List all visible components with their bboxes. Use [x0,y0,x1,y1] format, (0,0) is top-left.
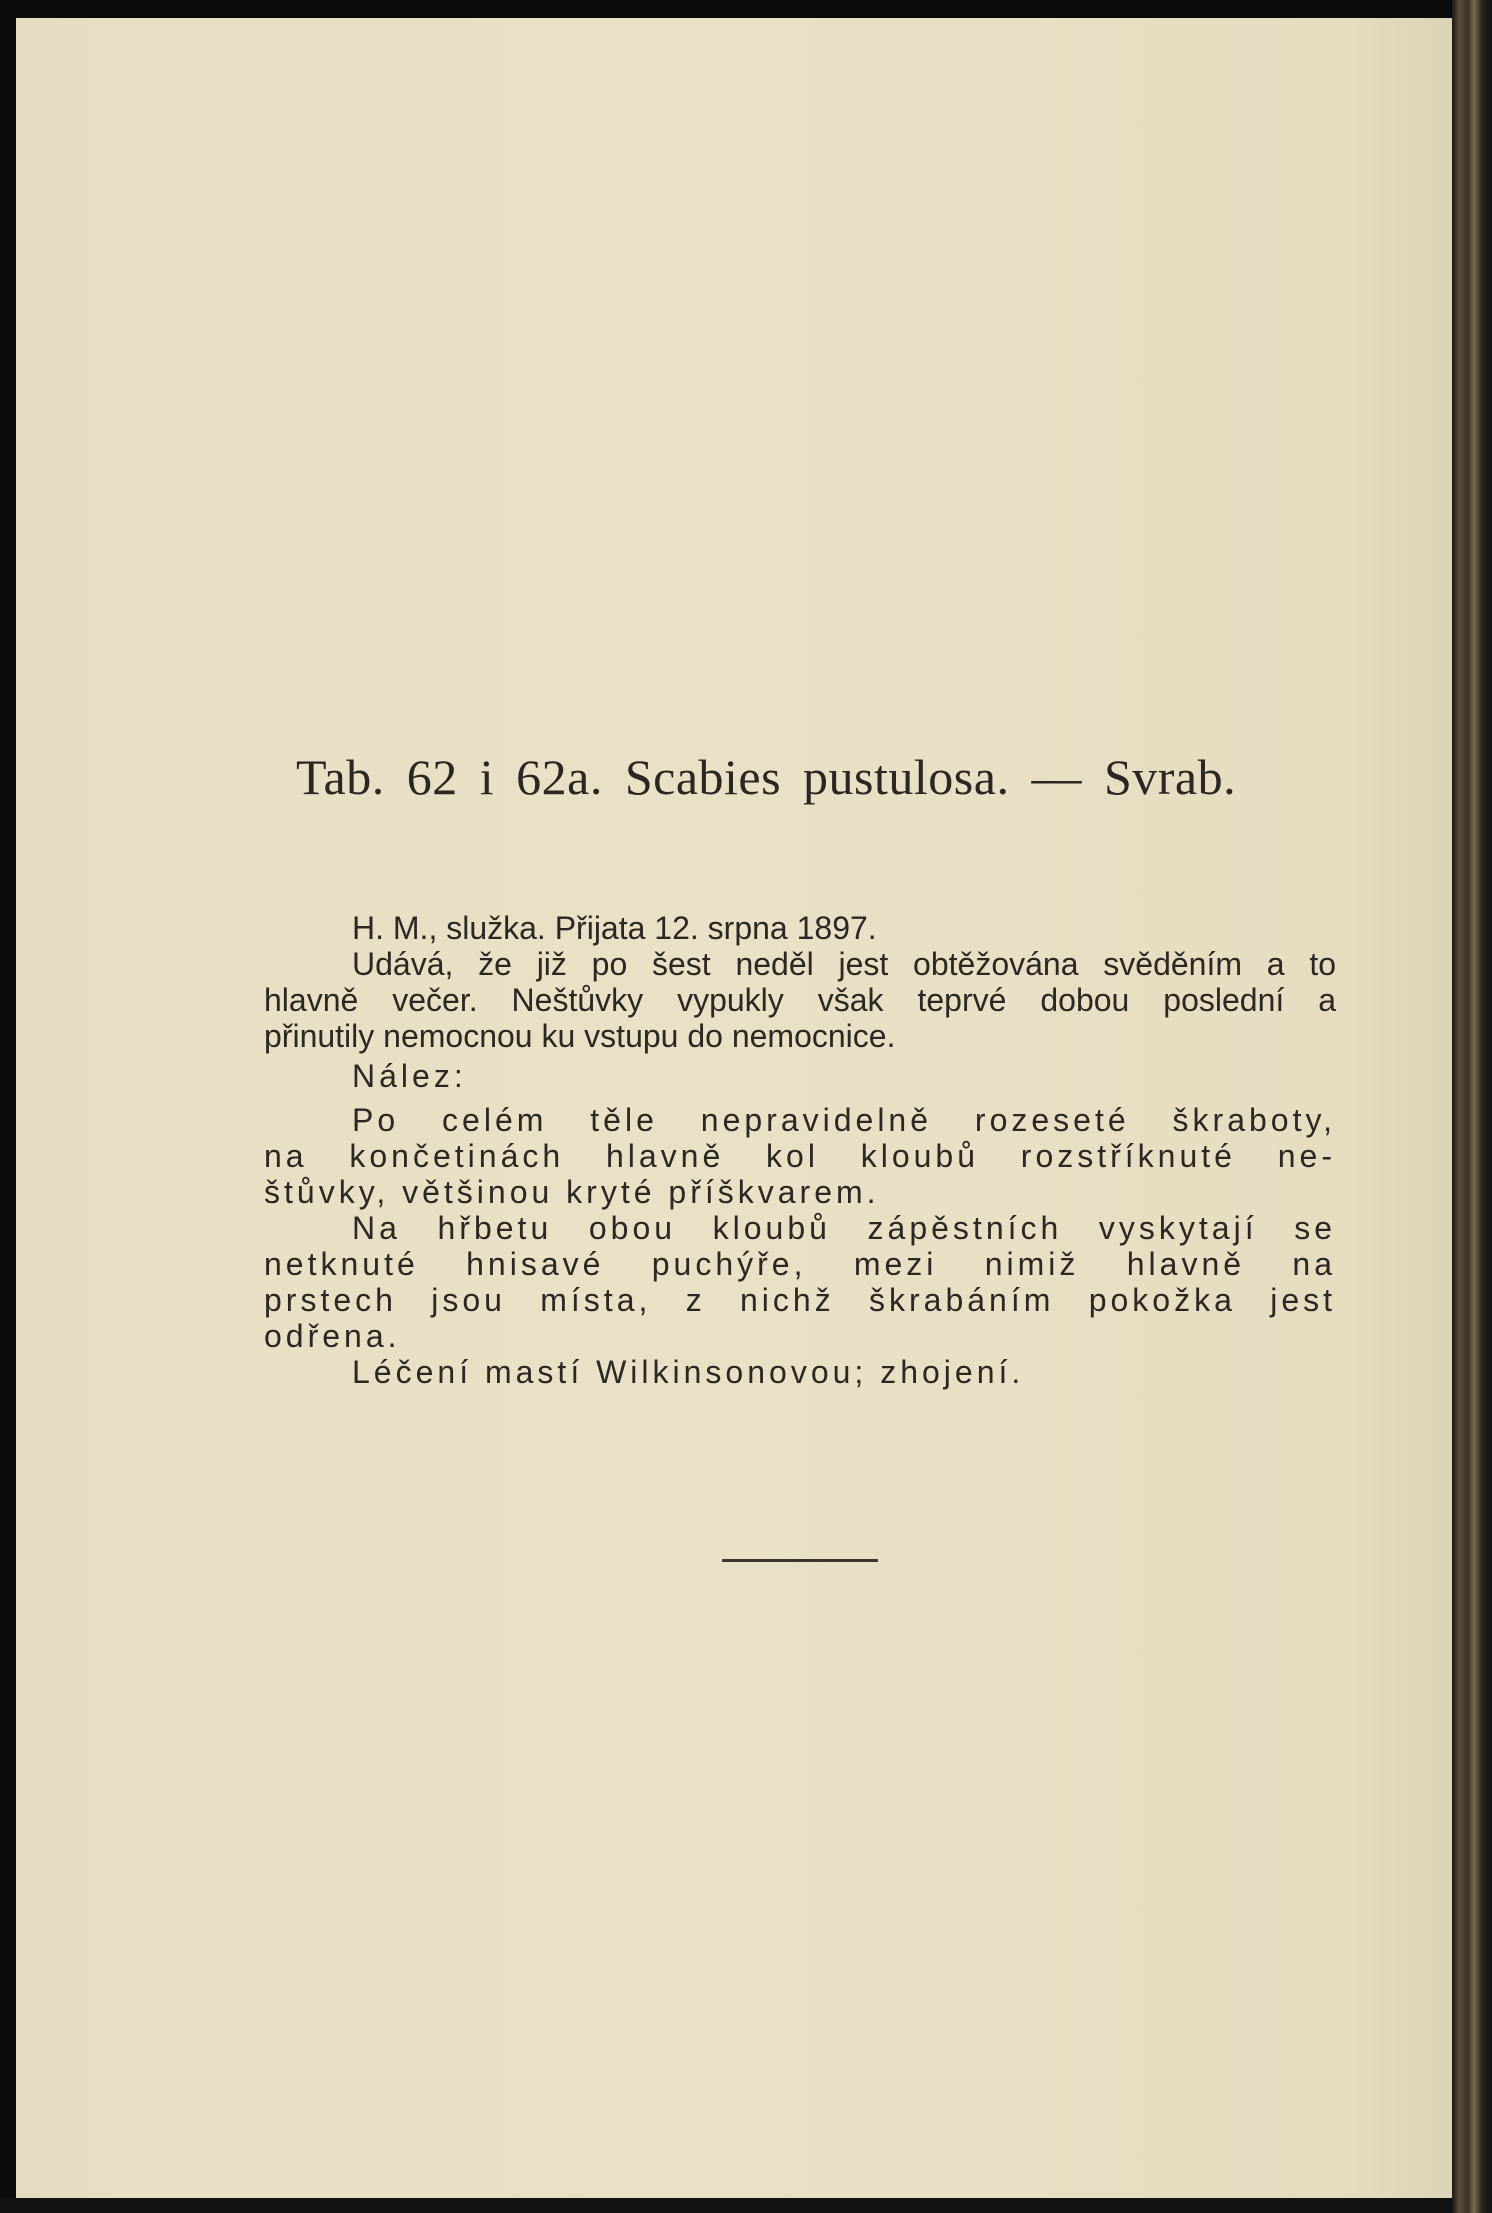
findings-line: netknuté hnisavé puchýře, mezi nimiž hlavně na [264,1246,1336,1282]
findings-line: prstech jsou místa, z nichž škrabáním pokožka jest [264,1282,1336,1318]
history-line: Udává, že již po šest neděl jest obtěžována svěděním a to [352,946,1336,982]
findings-line: na končetinách hlavně kol kloubů rozstříknuté ne- [264,1138,1336,1174]
findings-line: Na hřbetu obou kloubů zápěstních vyskytají se [352,1210,1336,1246]
findings-line: štůvky, většinou kryté příškvarem. [264,1174,880,1210]
history-line: přinutily nemocnou ku vstupu do nemocnice. [264,1018,896,1054]
book-spine-edge [1452,0,1492,2213]
findings-heading: Nález: [352,1058,467,1094]
closing-rule [722,1559,878,1562]
findings-line: odřena. [264,1318,401,1354]
patient-intro-line: H. M., služka. Přijata 12. srpna 1897. [352,910,877,946]
plate-title: Tab. 62 i 62a. Scabies pustulosa. — Svrab. [296,749,1237,805]
history-line: hlavně večer. Neštůvky vypukly však teprvé dobou poslední a [264,982,1336,1018]
treatment-line: Léčení mastí Wilkinsonovou; zhojení. [352,1354,1025,1390]
page-bottom-edge [0,2198,1452,2213]
findings-line: Po celém těle nepravidelně rozeseté škraboty, [352,1102,1336,1138]
